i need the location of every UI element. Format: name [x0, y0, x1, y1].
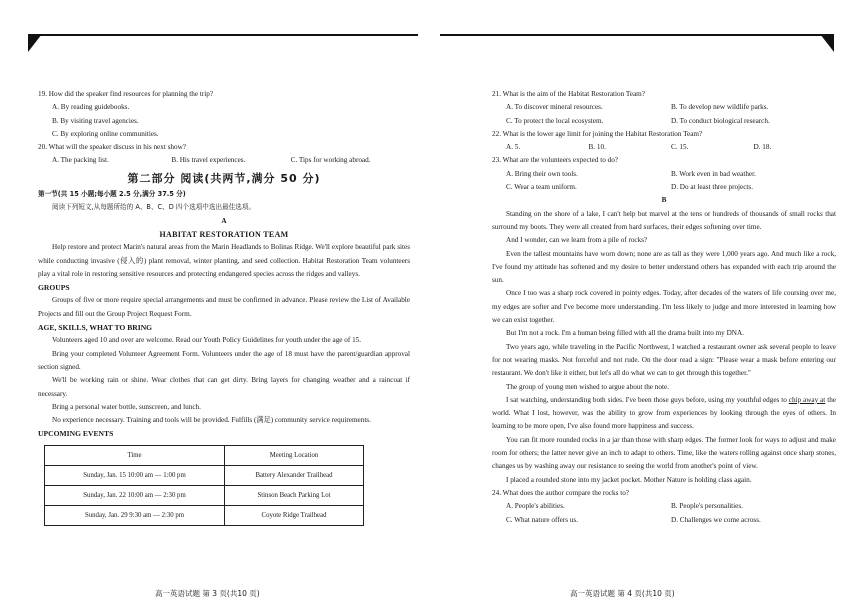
left-page — [0, 0, 420, 608]
option-24-d: D. Challenges we come across. — [671, 515, 761, 524]
right-page-footer: 高一英语试题 第 4 页(共10 页) — [570, 589, 675, 598]
question-24: 24. What does the author compare the rocks to? — [492, 488, 629, 497]
options-21-ab — [492, 101, 836, 114]
option-21-b: B. To develop new wildlife parks. — [671, 103, 769, 112]
age-paragraph-5: No experience necessary. Training and tools will be provided. Fulfills (满足) community service requirements. — [52, 416, 371, 425]
events-table — [44, 445, 364, 526]
options-22 — [492, 141, 836, 154]
options-23-cd — [492, 181, 836, 194]
table-row — [45, 465, 364, 485]
option-22-c: C. 15. — [671, 143, 689, 152]
question-22: 22. What is the lower age limit for joining the Habitat Restoration Team? — [492, 129, 703, 138]
table-header-location: Meeting Location — [225, 445, 364, 465]
event-location: Coyote Ridge Trailhead — [225, 505, 364, 525]
option-20-b: B. His travel experiences. — [171, 156, 246, 165]
question-20: 20. What will the speaker discuss in his next show? — [38, 143, 186, 152]
option-23-d: D. Do at least three projects. — [671, 183, 754, 192]
groups-text: Groups of five or more require special arrangements and must be confirmed in advance. Please review the List of Available Projects and fill out the Group Project Request Form. — [38, 296, 410, 318]
age-paragraph-1: Volunteers aged 10 and over are welcome. Read our Youth Policy Guidelines for youth under the age of 15. — [52, 336, 362, 345]
age-paragraph-2: Bring your completed Volunteer Agreement Form. Volunteers under the age of 18 must have the parent/guardian approval section signed. — [38, 349, 410, 371]
groups-heading: GROUPS — [38, 283, 70, 293]
question-21: 21. What is the aim of the Habitat Restoration Team? — [492, 90, 645, 98]
options-20 — [38, 154, 410, 167]
right-page — [440, 0, 860, 608]
table-row — [45, 485, 364, 505]
option-21-c: C. To protect the local ecosystem. — [506, 116, 604, 125]
left-page-footer: 高一英语试题 第 3 页(共10 页) — [155, 589, 260, 598]
passage-b-paragraph-4: Once I too was a sharp rock covered in pointy edges. Today, after decades of the waters of life coursing over me, my edges are softer and I've become more understanding. I'm less likely to judge and more interested in learning how we can exist together. — [492, 289, 836, 325]
table-header-time: Time — [45, 445, 225, 465]
event-location: Battery Alexander Trailhead — [225, 465, 364, 485]
section-1-label: 第一节(共 15 小题;每小题 2.5 分,满分 37.5 分) — [38, 190, 186, 199]
option-23-c: C. Wear a team uniform. — [506, 183, 577, 192]
paragraph-8-start: I sat watching, understanding both sides. I've been those guys before, using my youthful edges to — [506, 395, 789, 404]
options-24-ab — [492, 500, 836, 513]
underlined-phrase: chip away at — [788, 395, 826, 404]
option-24-a: A. People's abilities. — [506, 502, 565, 511]
option-23-a: A. Bring their own tools. — [506, 169, 578, 178]
passage-b-paragraph-7: The group of young men wished to argue about the note. — [506, 382, 669, 391]
option-19-b: B. By visiting travel agencies. — [52, 116, 139, 125]
left-page-content — [38, 88, 410, 526]
passage-b-paragraph-9: You can fit more rounded rocks in a jar than those with sharp edges. The former look for ways to adjust and make room for others; the latter never give an inch to adapt to others. Time, like the waters rolling against once sharp stones, changes us by washing away our resistance to seeing the world from another's point of view. — [492, 435, 836, 471]
option-20-a: A. The packing list. — [52, 156, 109, 165]
option-21-a: A. To discover mineral resources. — [506, 103, 603, 112]
option-19-a: A. By reading guidebooks. — [52, 103, 130, 112]
passage-b-paragraph-1: Standing on the shore of a lake, I can't help but marvel at the tens or hundreds of thousands of small rocks that surround my boots. They were all created from hard surfaces, their edges softening over time. — [492, 209, 836, 231]
instruction: 阅读下列短文,从每题所给的 A、B、C、D 四个选项中选出最佳选项。 — [52, 203, 256, 212]
option-24-b: B. People's personalities. — [671, 502, 743, 511]
option-22-b: B. 10. — [588, 143, 606, 152]
passage-a-paragraph-1: Help restore and protect Marin's natural areas from the Marin Headlands to Bolinas Ridge. We'll explore beautiful park sites while conducting invasive (侵入的) plant removal, winter planting, and seed collection. Habitat Restoration Team volunteers play a vital role in restoring sensitive resources and protecting endangered species across the ridges and valleys. — [38, 243, 410, 278]
age-paragraph-3: We'll be working rain or shine. Wear clothes that can get dirty. Bring layers for changing weather and a raincoat if necessary. — [38, 376, 410, 398]
passage-b-paragraph-3: Even the tallest mountains have worn down; none are as tall as they were 1,000 years ago. And much like a rock, I've found my attitude has softened and my desire to better understand others has expanded with each trip around the sun. — [492, 249, 836, 285]
option-22-a: A. 5. — [506, 143, 521, 152]
passage-a-title: HABITAT RESTORATION TEAM — [159, 229, 289, 239]
options-21-cd — [492, 115, 836, 128]
passage-b-paragraph-5: But I'm not a rock. I'm a human being filled with all the drama built into my DNA. — [506, 329, 744, 338]
options-24-cd — [492, 514, 836, 527]
option-19-c: C. By exploring online communities. — [52, 129, 159, 138]
page-corner-mark — [28, 34, 42, 52]
table-row — [45, 505, 364, 525]
event-time: Sunday, Jan. 29 9:30 am — 2:30 pm — [45, 505, 225, 525]
events-heading: UPCOMING EVENTS — [38, 429, 114, 439]
table-header-row — [45, 445, 364, 465]
event-time: Sunday, Jan. 15 10:00 am — 1:00 pm — [45, 465, 225, 485]
option-20-c: C. Tips for working abroad. — [290, 156, 371, 165]
part-2-title: 第二部分 阅读(共两节,满分 50 分) — [127, 171, 321, 185]
question-23: 23. What are the volunteers expected to do? — [492, 156, 618, 165]
passage-b-label: B — [661, 196, 667, 205]
passage-b-paragraph-8 — [492, 394, 836, 434]
age-heading: AGE, SKILLS, WHAT TO BRING — [38, 323, 153, 333]
passage-a-label: A — [221, 216, 227, 225]
event-time: Sunday, Jan. 22 10:00 am — 2:30 pm — [45, 485, 225, 505]
options-23-ab — [492, 168, 836, 181]
option-24-c: C. What nature offers us. — [506, 515, 578, 524]
passage-b-paragraph-2: And I wonder, can we learn from a pile of rocks? — [506, 236, 648, 245]
passage-b-paragraph-10: I placed a rounded stone into my jacket pocket. Mother Nature is holding class again. — [506, 475, 752, 484]
event-location: Stinson Beach Parking Lot — [225, 485, 364, 505]
option-23-b: B. Work even in bad weather. — [671, 169, 756, 178]
option-21-d: D. To conduct biological research. — [671, 116, 770, 125]
top-rule — [28, 34, 418, 36]
option-22-d: D. 18. — [753, 143, 772, 152]
age-paragraph-4: Bring a personal water bottle, sunscreen, and lunch. — [52, 402, 201, 411]
page-corner-mark — [820, 34, 834, 52]
paragraph-8-end: the world. What I lost, however, was the ability to grow from experiences by looking through the eyes of others. In learning to be more open, I've also found more happiness and success. — [492, 395, 836, 431]
passage-b-paragraph-6: Two years ago, while traveling in the Pacific Northwest, I watched a restaurant owner ask several people to leave for not wearing masks. Not forceful and not rude. On the door read a sign: "Please wear a mask before entering our restaurant. We don't like it either, but let's all do what we can to get through this together." — [492, 342, 836, 378]
question-19: 19. How did the speaker find resources for planning the trip? — [38, 90, 214, 98]
top-rule — [440, 34, 834, 36]
right-page-content — [492, 88, 836, 527]
